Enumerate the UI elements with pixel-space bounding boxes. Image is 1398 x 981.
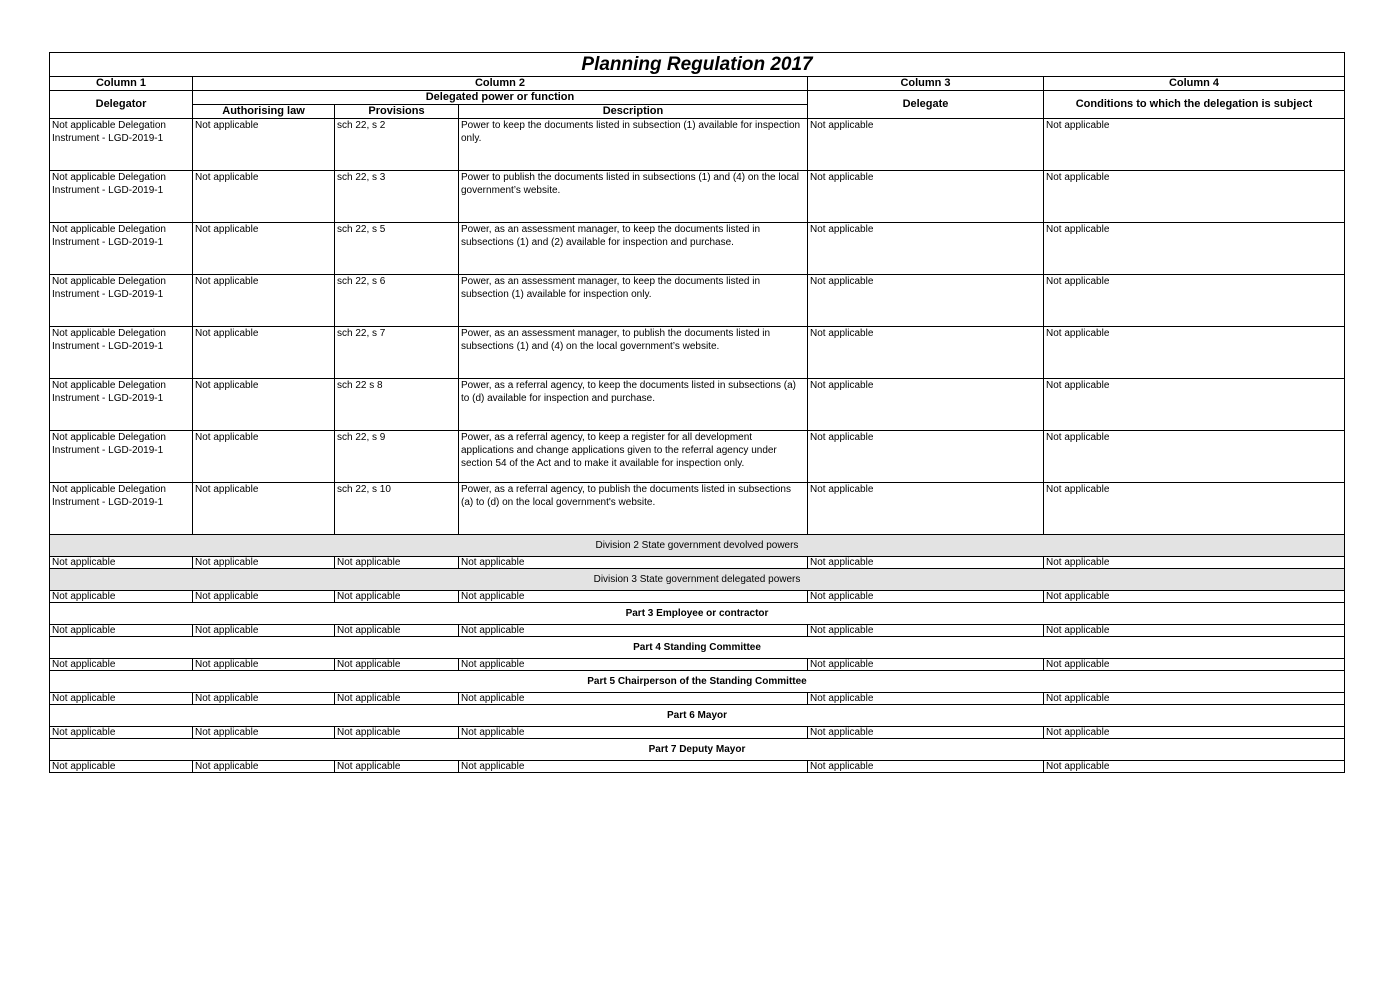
provision-cell: Not applicable xyxy=(335,625,459,637)
delegation-table xyxy=(49,52,1345,773)
section-heading-row xyxy=(50,671,1345,693)
table-row xyxy=(50,693,1345,705)
delegate-cell: Not applicable xyxy=(808,379,1044,431)
description-cell: Power, as an assessment manager, to publish the documents listed in subsections (1) and (4) on the local government’s website. xyxy=(459,327,808,379)
table-row xyxy=(50,557,1345,569)
conditions-cell: Not applicable xyxy=(1044,483,1345,535)
conditions-cell: Not applicable xyxy=(1044,659,1345,671)
conditions-cell: Not applicable xyxy=(1044,119,1345,171)
delegate-cell: Not applicable xyxy=(808,275,1044,327)
delegated-power-header: Delegated power or function xyxy=(193,91,808,105)
section-heading-row xyxy=(50,705,1345,727)
description-cell: Power to publish the documents listed in subsections (1) and (4) on the local government’s website. xyxy=(459,171,808,223)
conditions-cell: Not applicable xyxy=(1044,693,1345,705)
conditions-cell: Not applicable xyxy=(1044,327,1345,379)
description-cell: Not applicable xyxy=(459,727,808,739)
table-row xyxy=(50,483,1345,535)
authorising-law-cell: Not applicable xyxy=(193,625,335,637)
description-cell: Power, as a referral agency, to keep the documents listed in subsections (a) to (d) available for inspection and purchase. xyxy=(459,379,808,431)
description-cell: Power to keep the documents listed in subsection (1) available for inspection only. xyxy=(459,119,808,171)
conditions-cell: Not applicable xyxy=(1044,275,1345,327)
authorising-law-cell: Not applicable xyxy=(193,223,335,275)
delegator-cell: Not applicable xyxy=(50,727,193,739)
delegator-cell: Not applicable xyxy=(50,557,193,569)
provision-cell: Not applicable xyxy=(335,761,459,773)
table-row xyxy=(50,275,1345,327)
provisions-header: Provisions xyxy=(335,105,459,119)
description-cell: Not applicable xyxy=(459,659,808,671)
provision-cell: Not applicable xyxy=(335,659,459,671)
conditions-cell: Not applicable xyxy=(1044,557,1345,569)
delegator-cell: Not applicable Delegation Instrument - LGD-2019-1 xyxy=(50,327,193,379)
authorising-law-header: Authorising law xyxy=(193,105,335,119)
provision-cell: sch 22, s 2 xyxy=(335,119,459,171)
delegate-header: Delegate xyxy=(808,91,1044,119)
description-cell: Power, as a referral agency, to keep a register for all development applications and change applications given to the referral agency under section 54 of the Act and to make it available for inspection only. xyxy=(459,431,808,483)
provision-cell: Not applicable xyxy=(335,727,459,739)
authorising-law-cell: Not applicable xyxy=(193,557,335,569)
authorising-law-cell: Not applicable xyxy=(193,327,335,379)
page-title: Planning Regulation 2017 xyxy=(50,53,1345,77)
authorising-law-cell: Not applicable xyxy=(193,119,335,171)
conditions-cell: Not applicable xyxy=(1044,223,1345,275)
provision-cell: sch 22, s 3 xyxy=(335,171,459,223)
provision-cell: sch 22, s 10 xyxy=(335,483,459,535)
description-cell: Not applicable xyxy=(459,557,808,569)
delegate-cell: Not applicable xyxy=(808,659,1044,671)
delegate-cell: Not applicable xyxy=(808,625,1044,637)
authorising-law-cell: Not applicable xyxy=(193,379,335,431)
section-heading: Division 2 State government devolved powers xyxy=(50,535,1345,557)
section-heading: Division 3 State government delegated powers xyxy=(50,569,1345,591)
provision-cell: sch 22, s 9 xyxy=(335,431,459,483)
column-4-header: Column 4 xyxy=(1044,77,1345,91)
conditions-cell: Not applicable xyxy=(1044,379,1345,431)
delegator-cell: Not applicable xyxy=(50,761,193,773)
delegator-cell: Not applicable Delegation Instrument - LGD-2019-1 xyxy=(50,275,193,327)
table-row xyxy=(50,591,1345,603)
table-row xyxy=(50,625,1345,637)
authorising-law-cell: Not applicable xyxy=(193,727,335,739)
authorising-law-cell: Not applicable xyxy=(193,431,335,483)
section-heading-row xyxy=(50,637,1345,659)
provision-cell: Not applicable xyxy=(335,693,459,705)
column-2-header: Column 2 xyxy=(193,77,808,91)
delegator-cell: Not applicable Delegation Instrument - LGD-2019-1 xyxy=(50,379,193,431)
delegate-cell: Not applicable xyxy=(808,557,1044,569)
section-heading-row xyxy=(50,535,1345,557)
authorising-law-cell: Not applicable xyxy=(193,591,335,603)
authorising-law-cell: Not applicable xyxy=(193,659,335,671)
column-3-header: Column 3 xyxy=(808,77,1044,91)
delegate-cell: Not applicable xyxy=(808,483,1044,535)
section-heading: Part 7 Deputy Mayor xyxy=(50,739,1345,761)
description-header: Description xyxy=(459,105,808,119)
delegator-cell: Not applicable Delegation Instrument - LGD-2019-1 xyxy=(50,483,193,535)
delegate-cell: Not applicable xyxy=(808,761,1044,773)
delegate-cell: Not applicable xyxy=(808,591,1044,603)
table-row xyxy=(50,727,1345,739)
delegator-cell: Not applicable Delegation Instrument - LGD-2019-1 xyxy=(50,223,193,275)
table-row xyxy=(50,171,1345,223)
delegator-cell: Not applicable Delegation Instrument - LGD-2019-1 xyxy=(50,119,193,171)
table-row xyxy=(50,761,1345,773)
delegator-cell: Not applicable xyxy=(50,625,193,637)
authorising-law-cell: Not applicable xyxy=(193,275,335,327)
conditions-cell: Not applicable xyxy=(1044,625,1345,637)
provision-cell: Not applicable xyxy=(335,591,459,603)
section-heading-row xyxy=(50,569,1345,591)
provision-cell: sch 22, s 5 xyxy=(335,223,459,275)
table-row xyxy=(50,223,1345,275)
table-row xyxy=(50,431,1345,483)
section-heading: Part 5 Chairperson of the Standing Committee xyxy=(50,671,1345,693)
section-heading: Part 6 Mayor xyxy=(50,705,1345,727)
provision-cell: sch 22, s 6 xyxy=(335,275,459,327)
provision-cell: sch 22, s 7 xyxy=(335,327,459,379)
authorising-law-cell: Not applicable xyxy=(193,483,335,535)
provision-cell: sch 22 s 8 xyxy=(335,379,459,431)
provision-cell: Not applicable xyxy=(335,557,459,569)
delegate-cell: Not applicable xyxy=(808,431,1044,483)
description-cell: Not applicable xyxy=(459,591,808,603)
delegator-cell: Not applicable xyxy=(50,693,193,705)
description-cell: Not applicable xyxy=(459,693,808,705)
table-row xyxy=(50,379,1345,431)
description-cell: Not applicable xyxy=(459,761,808,773)
delegate-cell: Not applicable xyxy=(808,693,1044,705)
delegator-cell: Not applicable xyxy=(50,659,193,671)
delegate-cell: Not applicable xyxy=(808,171,1044,223)
delegator-cell: Not applicable Delegation Instrument - LGD-2019-1 xyxy=(50,431,193,483)
authorising-law-cell: Not applicable xyxy=(193,171,335,223)
table-row xyxy=(50,119,1345,171)
section-heading: Part 4 Standing Committee xyxy=(50,637,1345,659)
delegate-cell: Not applicable xyxy=(808,119,1044,171)
conditions-cell: Not applicable xyxy=(1044,727,1345,739)
conditions-cell: Not applicable xyxy=(1044,591,1345,603)
table-row xyxy=(50,327,1345,379)
column-1-header: Column 1 xyxy=(50,77,193,91)
conditions-header: Conditions to which the delegation is subject xyxy=(1044,91,1345,119)
delegate-cell: Not applicable xyxy=(808,327,1044,379)
section-heading-row xyxy=(50,603,1345,625)
delegate-cell: Not applicable xyxy=(808,223,1044,275)
delegate-cell: Not applicable xyxy=(808,727,1044,739)
description-cell: Not applicable xyxy=(459,625,808,637)
delegator-cell: Not applicable xyxy=(50,591,193,603)
delegator-header: Delegator xyxy=(50,91,193,119)
description-cell: Power, as an assessment manager, to keep the documents listed in subsection (1) available for inspection only. xyxy=(459,275,808,327)
section-heading: Part 3 Employee or contractor xyxy=(50,603,1345,625)
delegator-cell: Not applicable Delegation Instrument - LGD-2019-1 xyxy=(50,171,193,223)
conditions-cell: Not applicable xyxy=(1044,761,1345,773)
conditions-cell: Not applicable xyxy=(1044,171,1345,223)
description-cell: Power, as a referral agency, to publish the documents listed in subsections (a) to (d) on the local government's website. xyxy=(459,483,808,535)
description-cell: Power, as an assessment manager, to keep the documents listed in subsections (1) and (2) available for inspection and purchase. xyxy=(459,223,808,275)
table-row xyxy=(50,659,1345,671)
section-heading-row xyxy=(50,739,1345,761)
authorising-law-cell: Not applicable xyxy=(193,761,335,773)
conditions-cell: Not applicable xyxy=(1044,431,1345,483)
authorising-law-cell: Not applicable xyxy=(193,693,335,705)
